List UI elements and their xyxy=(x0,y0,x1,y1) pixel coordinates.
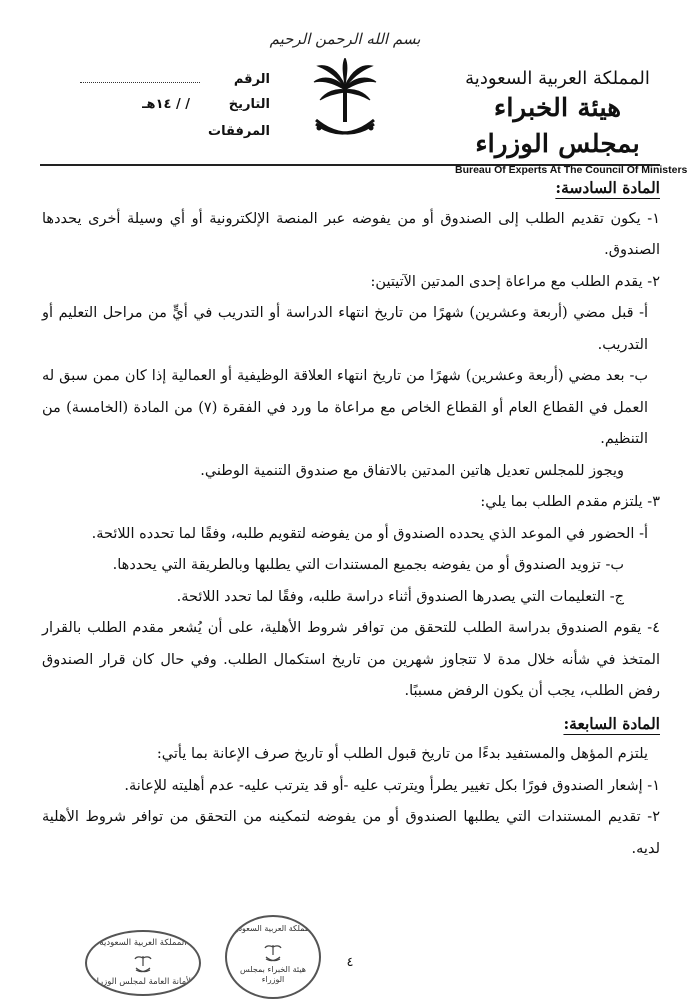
stamp-emblem-icon xyxy=(133,954,153,974)
article6-clause3-c: ج- التعليمات التي يصدرها الصندوق أثناء دراسة طلبه، وفقًا لما تحدد اللائحة. xyxy=(176,588,624,605)
article6-clause2-b: ب- بعد مضي (أربعة وعشرين) شهرًا من تاريخ انتهاء العلاقة الوظيفية أو العمالية إذا كان ممن سبق له العمل في القطاع العام أو القطاع الخاص مع مراعاة ما ورد في الفقرة (٧) من المادة (الخامسة) من التنظيم. xyxy=(42,368,648,447)
header-divider xyxy=(40,164,660,166)
article6-clause4: ٤- يقوم الصندوق بدراسة الطلب للتحقق من توافر شروط الأهلية، على أن يُشعر مقدم الطلب بالقرار المتخذ في شأنه خلال مدة لا تتجاوز شهرين من تاريخ استكمال الطلب. وفي حال كان قرار الصندوق رفض الطلب، يجب أن يكون الرفض مسببًا. xyxy=(42,620,660,699)
article6-clause2-note: ويجوز للمجلس تعديل هاتين المدتين بالاتفاق مع صندوق التنمية الوطني. xyxy=(200,462,624,479)
org-name-ar: المملكة العربية السعودية xyxy=(465,68,650,89)
article6-clause1: ١- يكون تقديم الطلب إلى الصندوق أو من يفوضه عبر المنصة الإلكترونية أو أي وسيلة أخرى يحددها الصندوق. xyxy=(42,210,660,258)
article6-title: المادة السادسة: xyxy=(555,178,660,197)
article6-clause3-a: أ- الحضور في الموعد الذي يحدده الصندوق أو من يفوضه لتقويم طلبه، وفقًا لما تحدده اللائحة. xyxy=(91,525,648,542)
date-row xyxy=(40,95,270,122)
page-number: ٤ xyxy=(346,955,354,970)
article7-clause2: ٢- تقديم المستندات التي يطلبها الصندوق أو من يفوضه لتمكينه من التحقق من توافر شروط الأهلية لديه. xyxy=(42,809,660,857)
attachments-row xyxy=(40,122,270,149)
stamp2-bottom-text: هيئة الخبراء بمجلس الوزراء xyxy=(240,965,306,984)
stamp1-bottom-text: الأمانة العامة لمجلس الوزراء xyxy=(92,977,194,987)
document-body xyxy=(42,172,660,865)
date-value: / / ١٤هـ xyxy=(142,97,190,112)
ref-row xyxy=(40,68,270,95)
org-name-en: Bureau Of Experts At The Council Of Ministers xyxy=(455,164,688,176)
ref-label: الرقم xyxy=(233,72,270,87)
article6-clause2: ٢- يقدم الطلب مع مراعاة إحدى المدتين الآتيتين: xyxy=(370,273,660,290)
ref-line xyxy=(80,68,200,83)
article6-clause3-b: ب- تزويد الصندوق أو من يفوضه بجميع المستندات التي يطلبها وبالطريقة التي يحددها. xyxy=(112,557,624,573)
saudi-emblem-icon xyxy=(310,58,380,148)
article6-clause2-a: أ- قبل مضي (أربعة وعشرين) شهرًا من تاريخ انتهاء الدراسة أو التدريب في أيٍّ من مراحل التعليم أو التدريب. xyxy=(42,305,648,353)
stamp-bureau-of-experts xyxy=(225,915,321,999)
article6-clause3: ٣- يلتزم مقدم الطلب بما يلي: xyxy=(480,494,660,510)
reference-block xyxy=(40,68,270,149)
attachments-label: المرفقات xyxy=(208,124,270,139)
date-label: التاريخ xyxy=(228,97,270,112)
article7-clause1: ١- إشعار الصندوق فورًا بكل تغيير يطرأ ويترتب عليه -أو قد يترتب عليه- عدم أهليته للإعانة. xyxy=(124,777,660,794)
org-department-ar: هيئة الخبراء بمجلس الوزراء xyxy=(475,93,640,158)
article7-intro: يلتزم المؤهل والمستفيد بدءًا من تاريخ قبول الطلب أو تاريخ صرف الإعانة بما يأتي: xyxy=(156,746,648,762)
stamp-emblem-icon xyxy=(263,943,283,963)
stamp1-top-text: المملكة العربية السعودية xyxy=(99,938,187,948)
article7-title: المادة السابعة: xyxy=(563,713,660,733)
stamp-general-secretariat xyxy=(85,930,201,996)
basmala: بسم الله الرحمن الرحيم xyxy=(269,30,421,48)
stamp2-top-text: المملكة العربية السعودية xyxy=(231,924,315,933)
organization-block xyxy=(455,68,688,176)
